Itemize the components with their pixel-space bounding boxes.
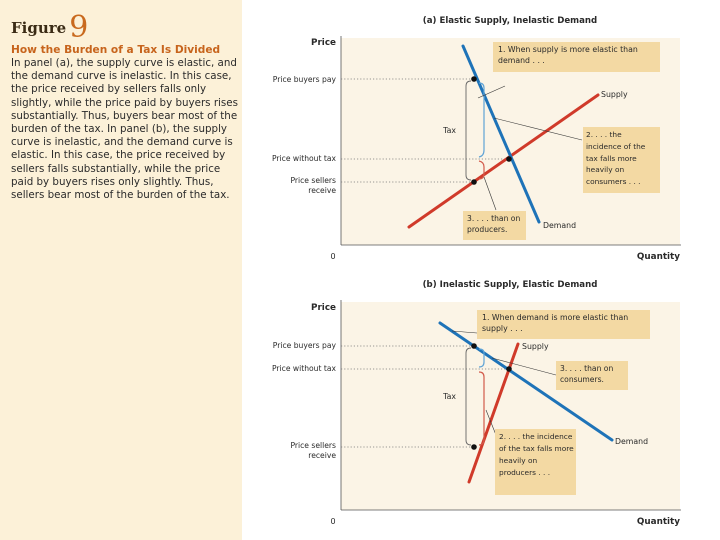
panel-a-buyers-point (471, 76, 477, 82)
panel-a-callout2-fo (586, 129, 659, 193)
panel-a-callout2-text: 2. . . . the incidence of the tax falls more heavily on consumers . . . (586, 130, 646, 187)
panel-a-origin: 0 (330, 252, 336, 261)
panel-a-tax-label: Tax (443, 126, 456, 135)
panel-b-callout1-fo (482, 312, 648, 339)
panel-b-demand-label: Demand (615, 437, 649, 446)
panel-a-supply-label: Supply (601, 90, 628, 99)
figure-number: 9 (69, 10, 89, 45)
panel-a-title: (a) Elastic Supply, Inelastic Demand (422, 16, 598, 26)
panel-b-sellers-point (471, 444, 477, 450)
panel-b-title: (b) Inelastic Supply, Elastic Demand (422, 280, 598, 290)
panel-a-y-label: Price (311, 38, 336, 48)
panel-a-equilibrium-point (506, 156, 512, 162)
figure-title: How the Burden of a Tax Is Divided (11, 44, 221, 56)
panel-a-sellers-point (471, 179, 477, 185)
panel-a-callout3-fo (467, 213, 525, 240)
panel-a-price-without-tax: Price without tax (271, 154, 336, 163)
panel-b-y-label: Price (311, 303, 336, 313)
panel-b-callout3-text: 3. . . . than on consumers. (560, 364, 614, 384)
panel-a-price-sellers-box (262, 176, 336, 202)
panel-a-x-label: Quantity (636, 252, 680, 262)
panel-a-callout1-fo (498, 44, 658, 72)
panel-b-callout2-text: 2. . . . the incidence of the tax falls more heavily on producers . . . (499, 432, 574, 477)
panel-b-origin: 0 (330, 517, 336, 526)
panel-a-callout3-text: 3. . . . than on producers. (467, 214, 521, 234)
panel-a-callout1-text: 1. When supply is more elastic than demand . . . (498, 45, 638, 65)
panel-b (262, 280, 681, 527)
panel-b-price-sellers-receive: Price sellers receive (290, 441, 336, 460)
panel-b-equilibrium-point (506, 366, 512, 372)
panel-b-buyers-point (471, 343, 477, 349)
panel-b-callout2-fo (499, 431, 575, 495)
panel-b-supply-label: Supply (522, 342, 549, 351)
panel-a-demand-label: Demand (543, 221, 577, 230)
panel-b-tax-label: Tax (443, 392, 456, 401)
panel-a-price-sellers-receive: Price sellers receive (290, 176, 336, 195)
panel-b-x-label: Quantity (636, 517, 680, 527)
figure-caption: In panel (a), the supply curve is elastic, and the demand curve is inelastic. In this case, the price received by sellers falls only slightly, while the price paid by buyers rises substantially. Thus, buyers bear most of the burden of the tax. In panel (b), the supply curve is inelastic, and the demand curve is elastic. In this case, the price received by sellers falls substantially, while the price paid by buyers rises only slightly. Thus, sellers bear most of the burden of the tax. (11, 57, 238, 202)
panel-b-callout3-fo (560, 363, 627, 390)
panel-b-callout1-text: 1. When demand is more elastic than supply . . . (482, 313, 629, 333)
panel-a (262, 16, 681, 262)
figure-label: Figure (11, 19, 67, 37)
panel-b-price-sellers-box (262, 441, 336, 467)
panel-b-price-buyers-pay: Price buyers pay (272, 341, 336, 350)
panel-a-price-buyers-pay: Price buyers pay (272, 75, 336, 84)
panel-b-price-without-tax: Price without tax (271, 364, 336, 373)
